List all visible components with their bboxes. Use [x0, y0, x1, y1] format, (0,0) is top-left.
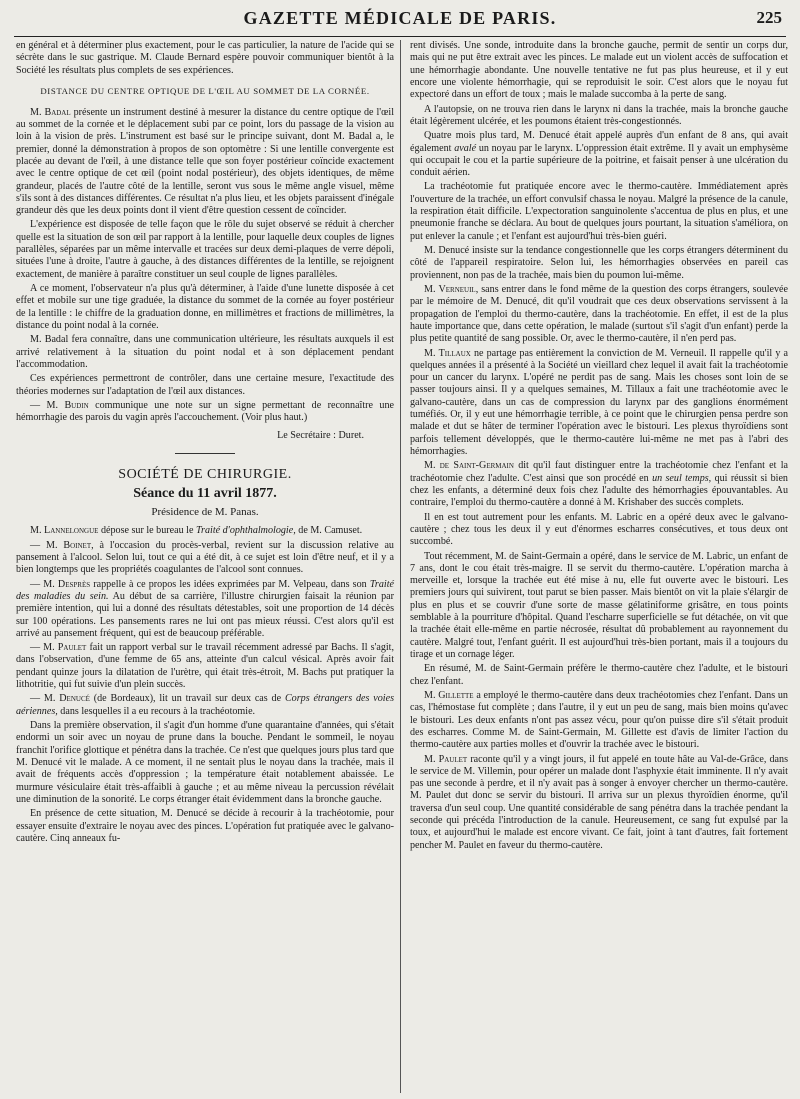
speaker-name: de Saint-Germain — [439, 460, 514, 472]
paragraph: M. Lannelongue dépose sur le bureau le Traité d'ophthalmologie, de M. Camuset. — [30, 525, 363, 537]
paragraph: Tout récemment, M. de Saint-Germain a opéré, dans le service de M. Labric, un enfant de 7 ans, dont le cou était très-maigre. Il se servit du thermo-cautère. L'opération marcha à merveille et, lorsque la trachée eut été mise à nu, elle fut ouverte avec le bistouri. Les premiers jours qui suivirent, tout parut se bien passer. Mais bientôt on vit la plaie s'élargir de plus en plus et se couvrir d'une sorte de masse gélatiniforme grisâtre, en tous points semblable à la pourriture d'hôpital. Quand l'escharre superficielle se fut détachée, on vit que la trachée était elle-même en partie nécrosée, résultat dû probablement au rayonnement du cautère. Malgré tout, l'enfant guérit. Il est aujourd'hui très-bien portant, mais il a toujours du tirage et un cornage léger. — [410, 550, 788, 660]
paragraph: En résumé, M. de Saint-Germain préfère le thermo-cautère chez l'adulte, et le bistouri chez l'enfant. — [410, 663, 788, 687]
paragraph-text: dépose sur le bureau le — [100, 525, 194, 537]
paragraph-text: de M. Camuset. — [298, 525, 363, 537]
paragraph: M. Tillaux ne partage pas entièrement la conviction de M. Verneuil. Il rappelle qu'il y a quelques années il a présenté à la Société un vieillard chez lequel il avait fait la trachéotomie pour un cancer du larynx. L'opéré ne perdit pas de sang. Mais les choses sont loin de se passer toujours ainsi. Il y a quelques semaines, M. Tillaux a fait une trachéotomie avec le galvano-cautère, dans un cas de compression du larynx par des ganglions énormément tuméfiés. Or, il y eut une hémorrhagie terrible, à ce point que le chirurgien pensa perdre son malade et dut se hâter de terminer l'opération avec le bistouri. Les plexus thyroïdiens sont parfois tellement développés, que le thermo-cautère lui-même ne met pas à l'abri des hémorrhagies. — [410, 347, 788, 457]
paragraph-text: Quatre mois plus tard, M. Denucé était appelé auprès d'un enfant de 8 ans, qui avait également — [410, 130, 788, 154]
presidency-line: Présidence de M. Panas. — [151, 505, 259, 518]
speaker-name: Gillette — [438, 689, 474, 701]
paragraph: — M. Budin communique une note sur un signe permettant de reconnaître une hémorrhagie des parois du vagin après l'accouchement. (Voir plus haut.) — [16, 399, 394, 424]
paragraph-text: un noyau par le larynx. L'oppression était extrême. Il y avait un emphysème qui occupait le cou et la partie supérieure de la poitrine, et faisait penser à une ulcération du conduit aérien. — [410, 142, 789, 179]
paragraph: Il en est tout autrement pour les enfants. M. Labric en a opéré deux avec le galvano-cautère ; chez tous les deux il y eut d'énormes escharres consécutives, et tous deux ont succombé. — [410, 511, 788, 548]
paragraph: M. Denucé insiste sur la tendance congestionnelle que les corps étrangers déterminent du côté de l'appareil respiratoire. Selon lui, les hémorrhagies observées en pareil cas proviennent, non pas de la trachée, mais bien du poumon lui-même. — [410, 245, 788, 281]
paragraph: — M. Denucé (de Bordeaux), lit un travail sur deux cas de Corps étrangers des voies aériennes, dans lesquelles il a eu recours à la trachéotomie. — [16, 693, 395, 717]
paragraph: M. de Saint-Germain dit qu'il faut distinguer entre la trachéotomie chez l'enfant et la trachéotomie chez l'adulte. C'est ainsi que son procédé en un seul temps, qui réussit si bien chez les enfants, a déterminé deux fois chez l'adulte des hémorrhagies épouvantables. Au contraire, l'emploi du thermo-cautère a donné à M. Krishaber des succès complets. — [410, 460, 788, 509]
column-divider — [400, 40, 401, 1093]
journal-title: GAZETTE MÉDICALE DE PARIS. — [243, 8, 557, 28]
paragraph: en général et à déterminer plus exactement, pour le cas particulier, la nature de l'acide qui se sécrète dans le suc gastrique. M. Claude Bernard espère pouvoir communiquer bientôt à la Société les résultats plus complets de ses expériences. — [16, 40, 394, 76]
paragraph: — M. Paulet fait un rapport verbal sur le travail récemment adressé par Bachs. Il s'agit, dans l'observation, d'une femme de 65 ans, atteinte d'un calcul vésical. Après avoir fait pendant quinze jours la dilatation de l'urètre, qui était très-étroit, M. Bachs put pratiquer la lithotritie, qui fut suivie d'un plein succès. — [16, 642, 394, 691]
speaker-name: Budin — [64, 399, 89, 411]
work-title: Corps étrangers des voies aériennes, — [16, 693, 395, 717]
society-heading: SOCIÉTÉ DE CHIRURGIE. — [118, 466, 292, 482]
speaker-name: Lannelongue — [44, 525, 99, 537]
right-column — [410, 40, 788, 854]
paragraph-text: a employé le thermo-cautère dans deux trachéotomies chez l'enfant. Dans un cas, l'hémostase fut complète ; dans l'autre, il y eut un peu de sang, mais bien moins qu'avec le bistouri. Les deux enfants n'ont pas assez vécu, pour qu'on puisse dire s'il s'était produit des escharres. Comme M. de Saint-Germain, M. Gillette est d'avis de limiter l'action du thermo-cautère aux parties molles et d'ouvrir la trachée avec le bistouri. — [410, 689, 788, 751]
emphasis: avalé — [454, 142, 477, 154]
paragraph-text: présente un instrument destiné à mesurer la distance du centre optique de l'œil au sommet de la cornée et le déplacement subi par ce point, lors du passage de la vision au loin à la vision de près. L'instrument est basé sur le principe suivant, dont M. Badal a, le premier, donné la démonstration à propos de son optomètre : Si une lentille convergente est placée au devant de l'œil, à une distance telle que son foyer postérieur coïncide exactement avec le centre optique de cet œil (point nodal postérieur), des objets identiques, de même grandeur, placés de l'autre côté de la lentille, seront vus sous le même angle visuel, même s'ils sont à des distances différentes. Ce résultat n'a plus lieu, et les objets paraissent d'inégale grandeur dès que les deux points dont il vient d'être question cessent de coïncider. — [16, 106, 395, 217]
paragraph-text: dit qu'il faut distinguer entre la trachéotomie chez l'enfant et la trachéotomie chez l'adulte. C'est ainsi que son procédé en — [410, 460, 788, 484]
secretary-signature: Le Secrétaire : Duret. — [277, 430, 364, 442]
paragraph-text: ne partage pas entièrement la conviction de M. Verneuil. Il rappelle qu'il y a quelques années il a présenté à la Société un vieillard chez lequel il avait fait la trachéotomie pour un cancer du larynx. L'opéré ne perdit pas de sang. Mais les choses sont loin de se passer toujours ainsi. Il y a quelques semaines, M. Tillaux a fait une trachéotomie avec le galvano-cautère, dans un cas de compression du larynx par des ganglions énormément tuméfiés. Or, il y eut une hémorrhagie terrible, à ce point que le chirurgien pensa perdre son malade et dut se hâter de terminer l'opération avec le bistouri. Les plexus thyroïdiens sont parfois tellement développés, que le thermo-cautère lui-même ne met pas à l'abri des hémorrhagies. — [410, 347, 788, 457]
paragraph — [410, 130, 788, 179]
paragraph: M. Paulet raconte qu'il y a vingt jours, il fut appelé en toute hâte au Val-de-Grâce, dans le service de M. Villemin, pour opérer un malade dont l'asphyxie était imminente. Il n'y avait pas une seconde à perdre, et il n'y avait pas à songer à envoyer chercher un thermo-cautère. M. Paulet dut donc se servir du bistouri. Il arriva sur un plexus thyroïdien énorme, qu'il traversa d'un seul coup. Une quantité considérable de sang pénétra dans la trachée pendant la seconde qui précéda l'introduction de la canule. Heureusement, ce sang fut expulsé par la toux, et aujourd'hui le malade est encore vivant. Ce fait, joint à tant d'autres, fait fortement pencher M. Paulet en faveur du thermo-cautère. — [410, 753, 788, 851]
paragraph-text: à l'occasion du procès-verbal, revient sur la discussion relative au pansement à l'alcool. Selon lui, tout ce qui a été dit, à ce sujet est loin d'être neuf, et il y a bien longtemps que les propriétés coagulantes de l'alcool sont connues. — [16, 539, 394, 576]
paragraph: M. Badal fera connaître, dans une communication ultérieure, les résultats auxquels il est arrivé relativement à la situation du point nodal et à son déplacement pendant l'accommodation. — [16, 334, 394, 370]
speaker-name: Paulet — [57, 642, 87, 654]
speaker-name: Tillaux — [438, 347, 471, 359]
paragraph-text: sans entrer dans le fond même de la question des corps étrangers, soulevée par le mémoire de M. Denucé, dit qu'il voudrait que ces deux observations servissent à la propagation de l'emploi du thermo-cautère, dans la trachéotomie. En effet, il est de la plus haute importance que, dans cette opération, le malade (surtout s'il s'agit d'un enfant) perde la plus petite quantité de sang possible. Or, avec le thermo-cautère, il n'en perd pas. — [410, 283, 788, 345]
paragraph-text: raconte qu'il y a vingt jours, il fut appelé en toute hâte au Val-de-Grâce, dans le service de M. Villemin, pour opérer un malade dont l'asphyxie était imminente. Il n'y avait pas une seconde à perdre, et il n'y avait pas à songer à envoyer chercher un thermo-cautère. M. Paulet dut donc se servir du bistouri. Il arriva sur un plexus thyroïdien énorme, qu'il traversa d'un seul coup. Une quantité considérable de sang pénétra dans la trachée pendant la seconde qui précéda l'introduction de la canule. Heureusement, ce sang fut expulsé par la toux, et aujourd'hui le malade est encore vivant. Ce fait, joint à tant d'autres, fait fortement pencher M. Paulet en faveur du thermo-cautère. — [410, 753, 788, 851]
paragraph: M. Gillette a employé le thermo-cautère dans deux trachéotomies chez l'enfant. Dans un cas, l'hémostase fut complète ; dans l'autre, il y eut un peu de sang, mais bien moins qu'avec le bistouri. Les deux enfants n'ont pas assez vécu, pour qu'on puisse dire s'il s'était produit des escharres. Comme M. de Saint-Germain, M. Gillette est d'avis de limiter l'action du thermo-cautère aux parties molles et d'ouvrir la trachée avec le bistouri. — [410, 689, 788, 751]
section-divider — [175, 453, 235, 454]
paragraph-text: (de Bordeaux), lit un travail sur deux cas de — [93, 693, 282, 705]
paragraph-text: qui réussit si bien chez les enfants, a déterminé deux fois chez l'adulte des hémorrhagies épouvantables. Au contraire, l'emploi du thermo-cautère a donné à M. Krishaber des succès complets. — [410, 472, 788, 509]
speaker-name: Verneuil, — [438, 283, 479, 295]
page-header — [14, 4, 786, 37]
page-number: 225 — [756, 8, 782, 27]
paragraph: M. Badal présente un instrument destiné à mesurer la distance du centre optique de l'œil au sommet de la cornée et le déplacement subi par ce point, lors du passage de la vision au loin à la vision de près. L'instrument est basé sur le principe suivant, dont M. Badal a, le premier, donné la démonstration à propos de son optomètre : Si une lentille convergente est placée au devant de l'œil, à une distance telle que son foyer postérieur coïncide exactement avec le centre optique de cet œil (point nodal postérieur), des objets identiques, de même grandeur, placés de l'autre côté de la lentille, seront vus sous le même angle visuel, même s'ils sont à des distances différentes. Ce résultat n'a plus lieu, et les objets paraissent d'inégale grandeur dès que les deux points dont il vient d'être question cessent de coïncider. — [16, 106, 395, 217]
speaker-name: Boinet, — [63, 539, 94, 551]
book-title: Traité d'ophthalmologie, — [195, 525, 296, 537]
speaker-name: Desprès — [57, 578, 91, 590]
paragraph: M. Verneuil, sans entrer dans le fond même de la question des corps étrangers, soulevée par le mémoire de M. Denucé, dit qu'il voudrait que ces deux observations servissent à la propagation de l'emploi du thermo-cautère, dans la trachéotomie. En effet, il est de la plus haute importance que, dans cette opération, le malade (surtout s'il s'agit d'un enfant) perde la plus petite quantité de sang possible. Or, avec le thermo-cautère, il n'en perd pas. — [410, 283, 788, 345]
left-column — [16, 40, 394, 847]
paragraph-text: dans lesquelles il a eu recours à la trachéotomie. — [60, 705, 256, 717]
emphasis: un seul temps, — [652, 472, 712, 484]
paragraph: A ce moment, l'observateur n'a plus qu'à déterminer, à l'aide d'une lunette disposée à cet effet et mobile sur une tige graduée, la distance du sommet de la cornée au foyer postérieur de la lentille : le chiffre de la graduation donne, en millimètres et fractions de millimètres, la distance du point nodal à la cornée. — [16, 283, 394, 331]
paragraph: A l'autopsie, on ne trouva rien dans le larynx ni dans la trachée, mais la bronche gauche était légèrement ulcérée, et les poumons étaient très-congestionnés. — [410, 103, 788, 127]
book-title: Traité des maladies du sein. — [16, 578, 394, 602]
paragraph: Ces expériences permettront de contrôler, dans une certaine mesure, l'exactitude des théories modernes sur l'adaptation de l'œil aux distances. — [16, 373, 394, 397]
section-subheading: DISTANCE DU CENTRE OPTIQUE DE L'ŒIL AU SOMMET DE LA CORNÉE. — [40, 85, 370, 96]
speaker-name: Badal — [44, 106, 71, 118]
paragraph-text: communique une note sur un signe permettant de reconnaître une hémorrhagie des parois du vagin après l'accouchement. (Voir plus haut.) — [16, 399, 394, 424]
paragraph: En présence de cette situation, M. Denucé se décide à recourir à la trachéotomie, pour essayer ensuite d'extraire le noyau avec des pinces. L'opération fut pratiquée avec le galvano-cautère. Cinq anneaux fu- — [16, 808, 394, 844]
session-heading: Séance du 11 avril 1877. — [133, 485, 277, 501]
paragraph-text: rappelle à ce propos les idées exprimées par M. Velpeau, dans son — [93, 578, 367, 590]
paragraph: Dans la première observation, il s'agit d'un homme d'une quarantaine d'années, qui s'était endormi un soir avec un noyau de prune dans la bouche. Pendant le sommeil, le noyau franchit l'orifice glottique et pénétra dans la trachée. Ce n'est que quelques jours plus tard que M. Denucé vit le malade. A ce moment, il ne sentait plus le noyau dans la trachée, mais il avait de fréquents accès d'oppression ; la température était notablement abaissée. Le murmure vésiculaire était très-affaibli à gauche ; et au même niveau la percussion révélait une diminution de la sonorité. Le corps étranger était évidemment dans la bronche gauche. — [16, 720, 394, 805]
paragraph-text: fait un rapport verbal sur le travail récemment adressé par Bachs. Il s'agit, dans l'observation, d'une femme de 65 ans, atteinte d'un calcul vésical. Après avoir fait pendant quinze jours la dilatation de l'urètre, qui était très-étroit, M. Bachs put pratiquer la lithotritie, qui fut suivie d'un plein succès. — [16, 642, 394, 691]
paragraph-text: Au début de sa carrière, l'illustre chirurgien faisait la réunion par première intention, qui lui a donné des résultats détestables, soit une proportion de 14 décès sur 100 opérations. Les pansements rares ne lui ont pas mieux réussi. C'est alors qu'il est arrivé au pansement fréquent, qui est de beaucoup préférable. — [16, 590, 395, 639]
paragraph: rent divisés. Une sonde, introduite dans la bronche gauche, permit de sentir un corps dur, mais qui ne put être extrait avec les pinces. Le malade eut un violent accès de suffocation et une hémorrhagie abondante. Une nouvelle tentative ne fut pas plus heureuse, et il y eut encore une violente hémorrhagie, qui se reproduisit le soir. C'est alors que le noyau fut expectoré dans un effort de toux ; mais le malade succomba à la perte de sang. — [410, 40, 788, 101]
paragraph: La trachéotomie fut pratiquée encore avec le thermo-cautère. Immédiatement après l'ouverture de la trachée, un effort convulsif chassa le noyau. Malgré la présence de la canule, la respiration était difficile. L'expectoration sanguinolente s'accentua de plus en plus, et une pneumonie franche se déclara. Au bout de quelques jours pourtant, la situation s'améliora, on put enlever la canule ; et l'enfant est aujourd'hui très-bien guéri. — [410, 181, 788, 242]
speaker-name: Paulet — [438, 753, 468, 765]
paragraph: — M. Desprès rappelle à ce propos les idées exprimées par M. Velpeau, dans son Traité des maladies du sein. Au début de sa carrière, l'illustre chirurgien faisait la réunion par première intention, qui lui a donné des résultats détestables, soit une proportion de 14 décès sur 100 opérations. Les pansements rares ne lui ont pas mieux réussi. C'est alors qu'il est arrivé au pansement fréquent, qui est de beaucoup préférable. — [16, 578, 395, 639]
paragraph: — M. Boinet, à l'occasion du procès-verbal, revient sur la discussion relative au pansement à l'alcool. Selon lui, tout ce qui a été dit, à ce sujet est loin d'être neuf, et il y a bien longtemps que les propriétés coagulantes de l'alcool sont connues. — [16, 539, 394, 576]
speaker-name: Denucé — [59, 693, 90, 705]
paragraph: L'expérience est disposée de telle façon que le rôle du sujet observé se réduit à chercher quelle est la situation de son œil par rapport à la lentille, pour laquelle deux couples de lignes parallèles, séparées par un même intervalle et tracées sur deux demi-plaques de verre dépoli, situées l'une à droite, l'autre à gauche, à des distances différentes de la lentille, se rejoignent exactement, de manière à paraître constituer un seul couple de lignes parallèles. — [16, 219, 394, 280]
